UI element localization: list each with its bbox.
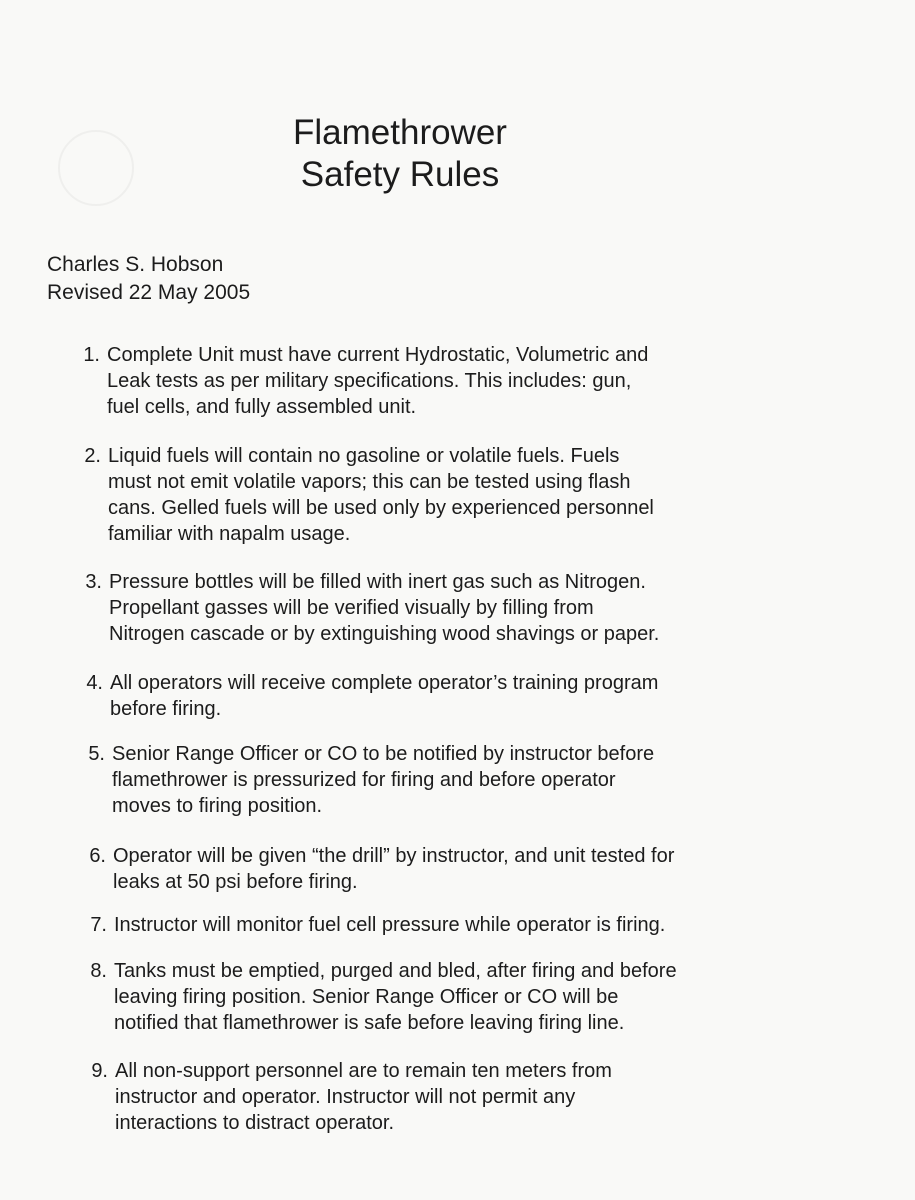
revision-date: Revised 22 May 2005	[47, 281, 251, 304]
rule-line: Operator will be given “the drill” by instructor, and unit tested for	[113, 845, 675, 867]
rule-line: before firing.	[110, 698, 222, 720]
rule-number: 1.	[83, 344, 100, 366]
rule-line: cans. Gelled fuels will be used only by experienced personnel	[108, 497, 654, 519]
rule-number: 2.	[84, 445, 101, 467]
rule-line: leaving firing position. Senior Range Officer or CO will be	[114, 986, 619, 1008]
rule-number: 6.	[89, 845, 106, 867]
rule-text	[107, 342, 757, 420]
rule-text	[112, 741, 762, 819]
rule-line: All non-support personnel are to remain ten meters from	[115, 1060, 612, 1082]
rule-text	[113, 843, 763, 895]
rule-number: 8.	[90, 960, 107, 982]
rule-line: instructor and operator. Instructor will not permit any	[115, 1086, 576, 1108]
rule-line: familiar with napalm usage.	[108, 523, 351, 545]
rule-text	[108, 443, 758, 547]
title-line-2: Safety Rules	[300, 155, 500, 194]
rule-text	[114, 958, 764, 1036]
rule-text	[115, 1058, 765, 1136]
rule-line: leaks at 50 psi before firing.	[113, 871, 358, 893]
rule-line: flamethrower is pressurized for firing and before operator	[112, 769, 616, 791]
rule-line: Pressure bottles will be filled with inert gas such as Nitrogen.	[109, 571, 646, 593]
rule-line: Senior Range Officer or CO to be notified by instructor before	[112, 743, 655, 765]
author-name: Charles S. Hobson	[47, 253, 224, 276]
rule-line: must not emit volatile vapors; this can be tested using flash	[108, 471, 631, 493]
rule-line: Complete Unit must have current Hydrostatic, Volumetric and	[107, 344, 649, 366]
rule-text	[110, 670, 760, 722]
rule-number: 4.	[86, 672, 103, 694]
rule-line: Instructor will monitor fuel cell pressure while operator is firing.	[114, 914, 666, 936]
rule-line: fuel cells, and fully assembled unit.	[107, 396, 417, 418]
rule-line: interactions to distract operator.	[115, 1112, 395, 1134]
rule-line: Propellant gasses will be verified visually by filling from	[109, 597, 594, 619]
rule-line: Leak tests as per military specifications. This includes: gun,	[107, 370, 632, 392]
rule-number: 9.	[91, 1060, 108, 1082]
rule-line: All operators will receive complete operator’s training program	[110, 672, 659, 694]
rule-line: Nitrogen cascade or by extinguishing wood shavings or paper.	[109, 623, 660, 645]
title-line-1: Flamethrower	[293, 113, 507, 152]
rule-number: 3.	[85, 571, 102, 593]
rule-line: moves to firing position.	[112, 795, 323, 817]
rule-line: notified that flamethrower is safe before leaving firing line.	[114, 1012, 625, 1034]
rule-line: Tanks must be emptied, purged and bled, after firing and before	[114, 960, 677, 982]
rule-text	[114, 912, 764, 938]
rule-number: 7.	[90, 914, 107, 936]
rule-line: Liquid fuels will contain no gasoline or volatile fuels. Fuels	[108, 445, 620, 467]
rule-text	[109, 569, 759, 647]
rule-number: 5.	[88, 743, 105, 765]
